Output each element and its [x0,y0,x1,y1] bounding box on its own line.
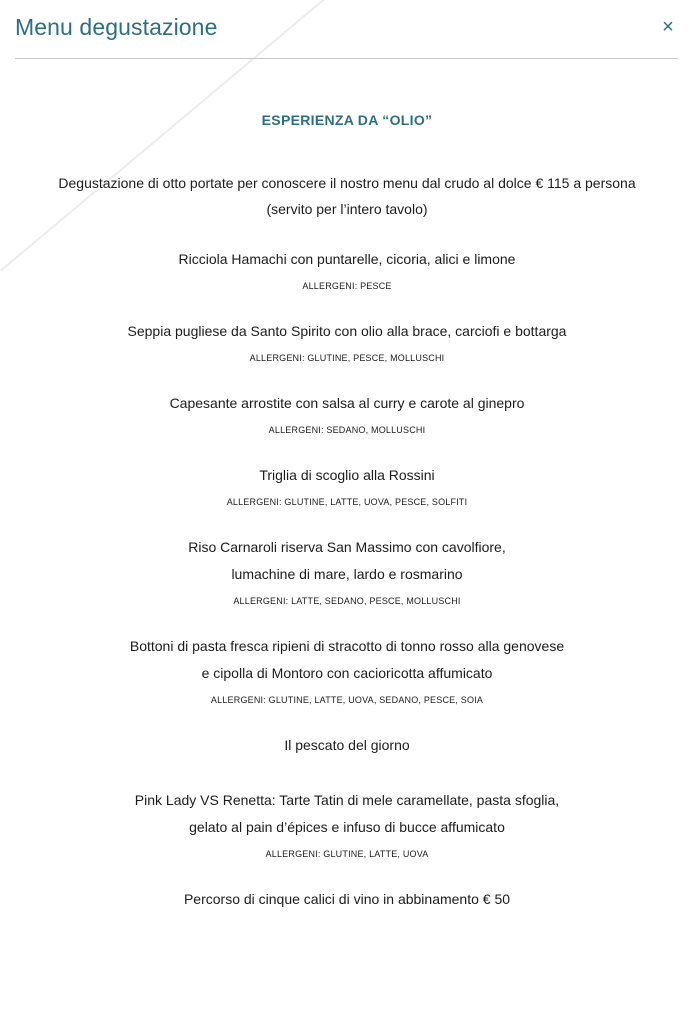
intro-note: (servito per l’intero tavolo) [266,201,428,217]
dish-allergens: ALLERGENI: SEDANO, MOLLUSCHI [268,425,426,435]
dish-item [0,633,694,708]
dish-name: Triglia di scoglio alla Rossini [259,467,435,483]
modal-header [15,0,678,59]
section-title: ESPERIENZA DA “OLIO” [261,112,433,128]
dish-allergens: ALLERGENI: PESCE [302,281,392,291]
dish-name: Riso Carnaroli riserva San Massimo con cavolfiore, [188,539,506,555]
modal-title: Menu degustazione [15,14,218,40]
dish-name-continued: lumachine di mare, lardo e rosmarino [231,566,463,582]
dish-item [0,732,694,759]
dish-name: Bottoni di pasta fresca ripieni di stracotto di tonno rosso alla genovese [129,638,565,654]
dish-name: Capesante arrostite con salsa al curry e carote al ginepro [169,395,525,411]
dish-allergens: ALLERGENI: LATTE, SEDANO, PESCE, MOLLUSCHI [233,596,461,606]
menu-intro [0,170,694,222]
dish-allergens: ALLERGENI: GLUTINE, LATTE, UOVA, SEDANO, PESCE, SOIA [210,695,484,705]
dish-item [0,246,694,294]
dish-name: Ricciola Hamachi con puntarelle, cicoria, alici e limone [178,251,516,267]
dish-name: Seppia pugliese da Santo Spirito con olio alla brace, carciofi e bottarga [127,323,567,339]
dish-name-continued: e cipolla di Montoro con cacioricotta affumicato [201,665,493,681]
dish-item [0,787,694,862]
dish-item [0,462,694,510]
dish-allergens: ALLERGENI: GLUTINE, PESCE, MOLLUSCHI [249,353,445,363]
wine-pairing: Percorso di cinque calici di vino in abbinamento € 50 [183,891,511,907]
dish-name: Pink Lady VS Renetta: Tarte Tatin di mele caramellate, pasta sfoglia, [134,792,560,808]
dish-allergens: ALLERGENI: GLUTINE, LATTE, UOVA [265,849,429,859]
dish-name-continued: gelato al pain d’épices e infuso di bucce affumicato [189,819,505,835]
close-icon[interactable]: × [662,16,674,38]
dish-allergens: ALLERGENI: GLUTINE, LATTE, UOVA, PESCE, SOLFITI [226,497,468,507]
dish-item [0,534,694,609]
dish-name: Il pescato del giorno [284,737,410,753]
dish-item [0,318,694,366]
intro-line: Degustazione di otto portate per conoscere il nostro menu dal crudo al dolce € 115 a persona [58,175,636,191]
dish-item [0,390,694,438]
menu-content [0,108,694,941]
